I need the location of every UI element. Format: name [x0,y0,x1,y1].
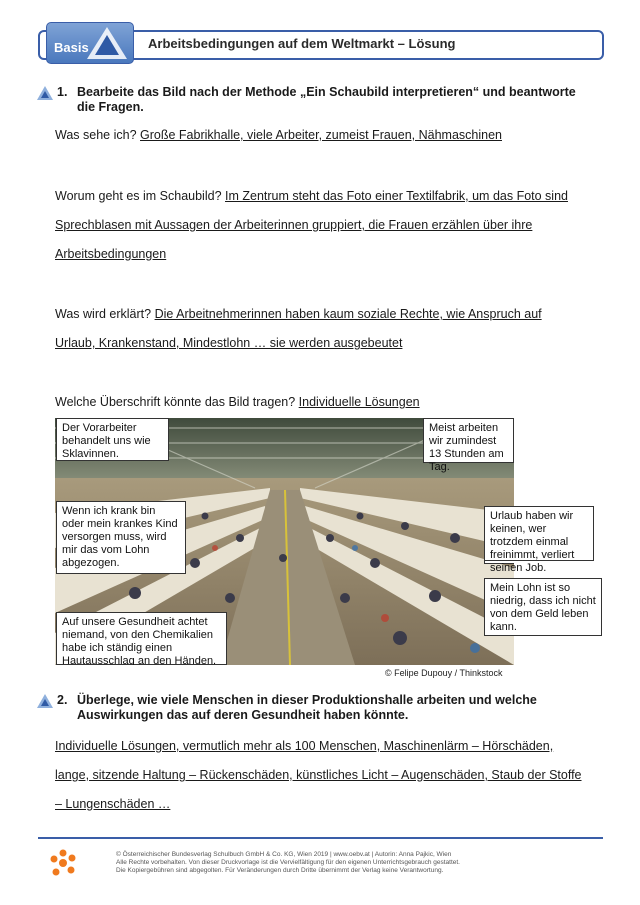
label: Was sehe ich? [55,128,137,142]
label: Was wird erklärt? [55,307,152,321]
footer-rule [38,837,603,839]
question-text-line: die Fragen. [77,100,144,114]
footer-line: Die Kopiergebühren sind abgegolten. Für Veränderungen durch Dritte übernimmt der Verlag keine Verantwortung. [116,867,444,874]
footer-copyright [116,851,460,875]
speech-bubble: Urlaub haben wir keinen, wer trotzdem einmal freinimmt, verliert seinen Job. [484,506,594,561]
publisher-logo-icon [50,849,76,877]
answer-see [55,128,502,142]
answer-text: Große Fabrikhalle, viele Arbeiter, zumeist Frauen, Nähmaschinen [140,128,502,142]
question-number: 1. [57,85,68,99]
speech-bubble: Auf unsere Gesundheit achtet niemand, von den Chemikalien habe ich ständig einen Hautausschlag an den Händen. [56,612,227,665]
footer-line: Alle Rechte vorbehalten. Von dieser Druckvorlage ist die Vervielfältigung für den eigenen Unterrichtsgebrauch gestattet. [116,859,460,866]
answer-title [55,395,420,409]
question-text-line: Bearbeite das Bild nach der Methode „Ein Schaubild interpretieren“ und beantworte [77,85,576,99]
answer-text: Im Zentrum steht das Foto einer Textilfabrik, um das Foto sind [225,189,568,203]
question-text-line: Überlege, wie viele Menschen in dieser Produktionshalle arbeiten und welche [77,693,537,707]
question-number: 2. [57,693,68,707]
task-level-icon [37,86,53,100]
label: Welche Überschrift könnte das Bild tragen? [55,395,296,409]
speech-bubble: Meist arbeiten wir zumindest 13 Stunden am Tag. [423,418,514,463]
speech-bubble: Wenn ich krank bin oder mein krankes Kind versorgen muss, wird mir das vom Lohn abgezogen. [56,501,186,574]
answer-text: Individuelle Lösungen, vermutlich mehr als 100 Menschen, Maschinenlärm – Hörschäden, [55,739,554,753]
speech-bubble: Mein Lohn ist so niedrig, dass ich nicht von dem Geld leben kann. [484,578,602,636]
answer-text: Urlaub, Krankenstand, Mindestlohn … sie werden ausgebeutet [55,336,403,350]
factory-photo [55,418,514,665]
answer-text: Individuelle Lösungen [298,395,420,409]
answer-explain [55,307,542,321]
question-text-line: Auswirkungen das auf deren Gesundheit haben könnte. [77,708,409,722]
footer-line: © Österreichischer Bundesverlag Schulbuch GmbH & Co. KG, Wien 2019 | www.oebv.at | Autorin: Anna Pajkic, Wien [116,851,452,858]
answer-text: Sprechblasen mit Aussagen der Arbeiterinnen gruppiert, die Frauen erzählen über ihre [55,218,533,232]
answer-text: – Lungenschäden … [55,797,171,811]
label: Worum geht es im Schaubild? [55,189,222,203]
logo-text: Basis [54,40,89,55]
answer-about [55,189,568,203]
answer-text: Arbeitsbedingungen [55,247,167,261]
photo-credit: © Felipe Dupouy / Thinkstock [385,668,503,678]
answer-text: Die Arbeitnehmerinnen haben kaum soziale Rechte, wie Anspruch auf [154,307,542,321]
speech-bubble: Der Vorarbeiter behandelt uns wie Sklavinnen. [56,418,169,461]
answer-text: lange, sitzende Haltung – Rückenschäden, künstliches Licht – Augenschäden, Staub der Stoffe [55,768,582,782]
task-level-icon [37,694,53,708]
page-title: Arbeitsbedingungen auf dem Weltmarkt – Lösung [148,36,456,51]
